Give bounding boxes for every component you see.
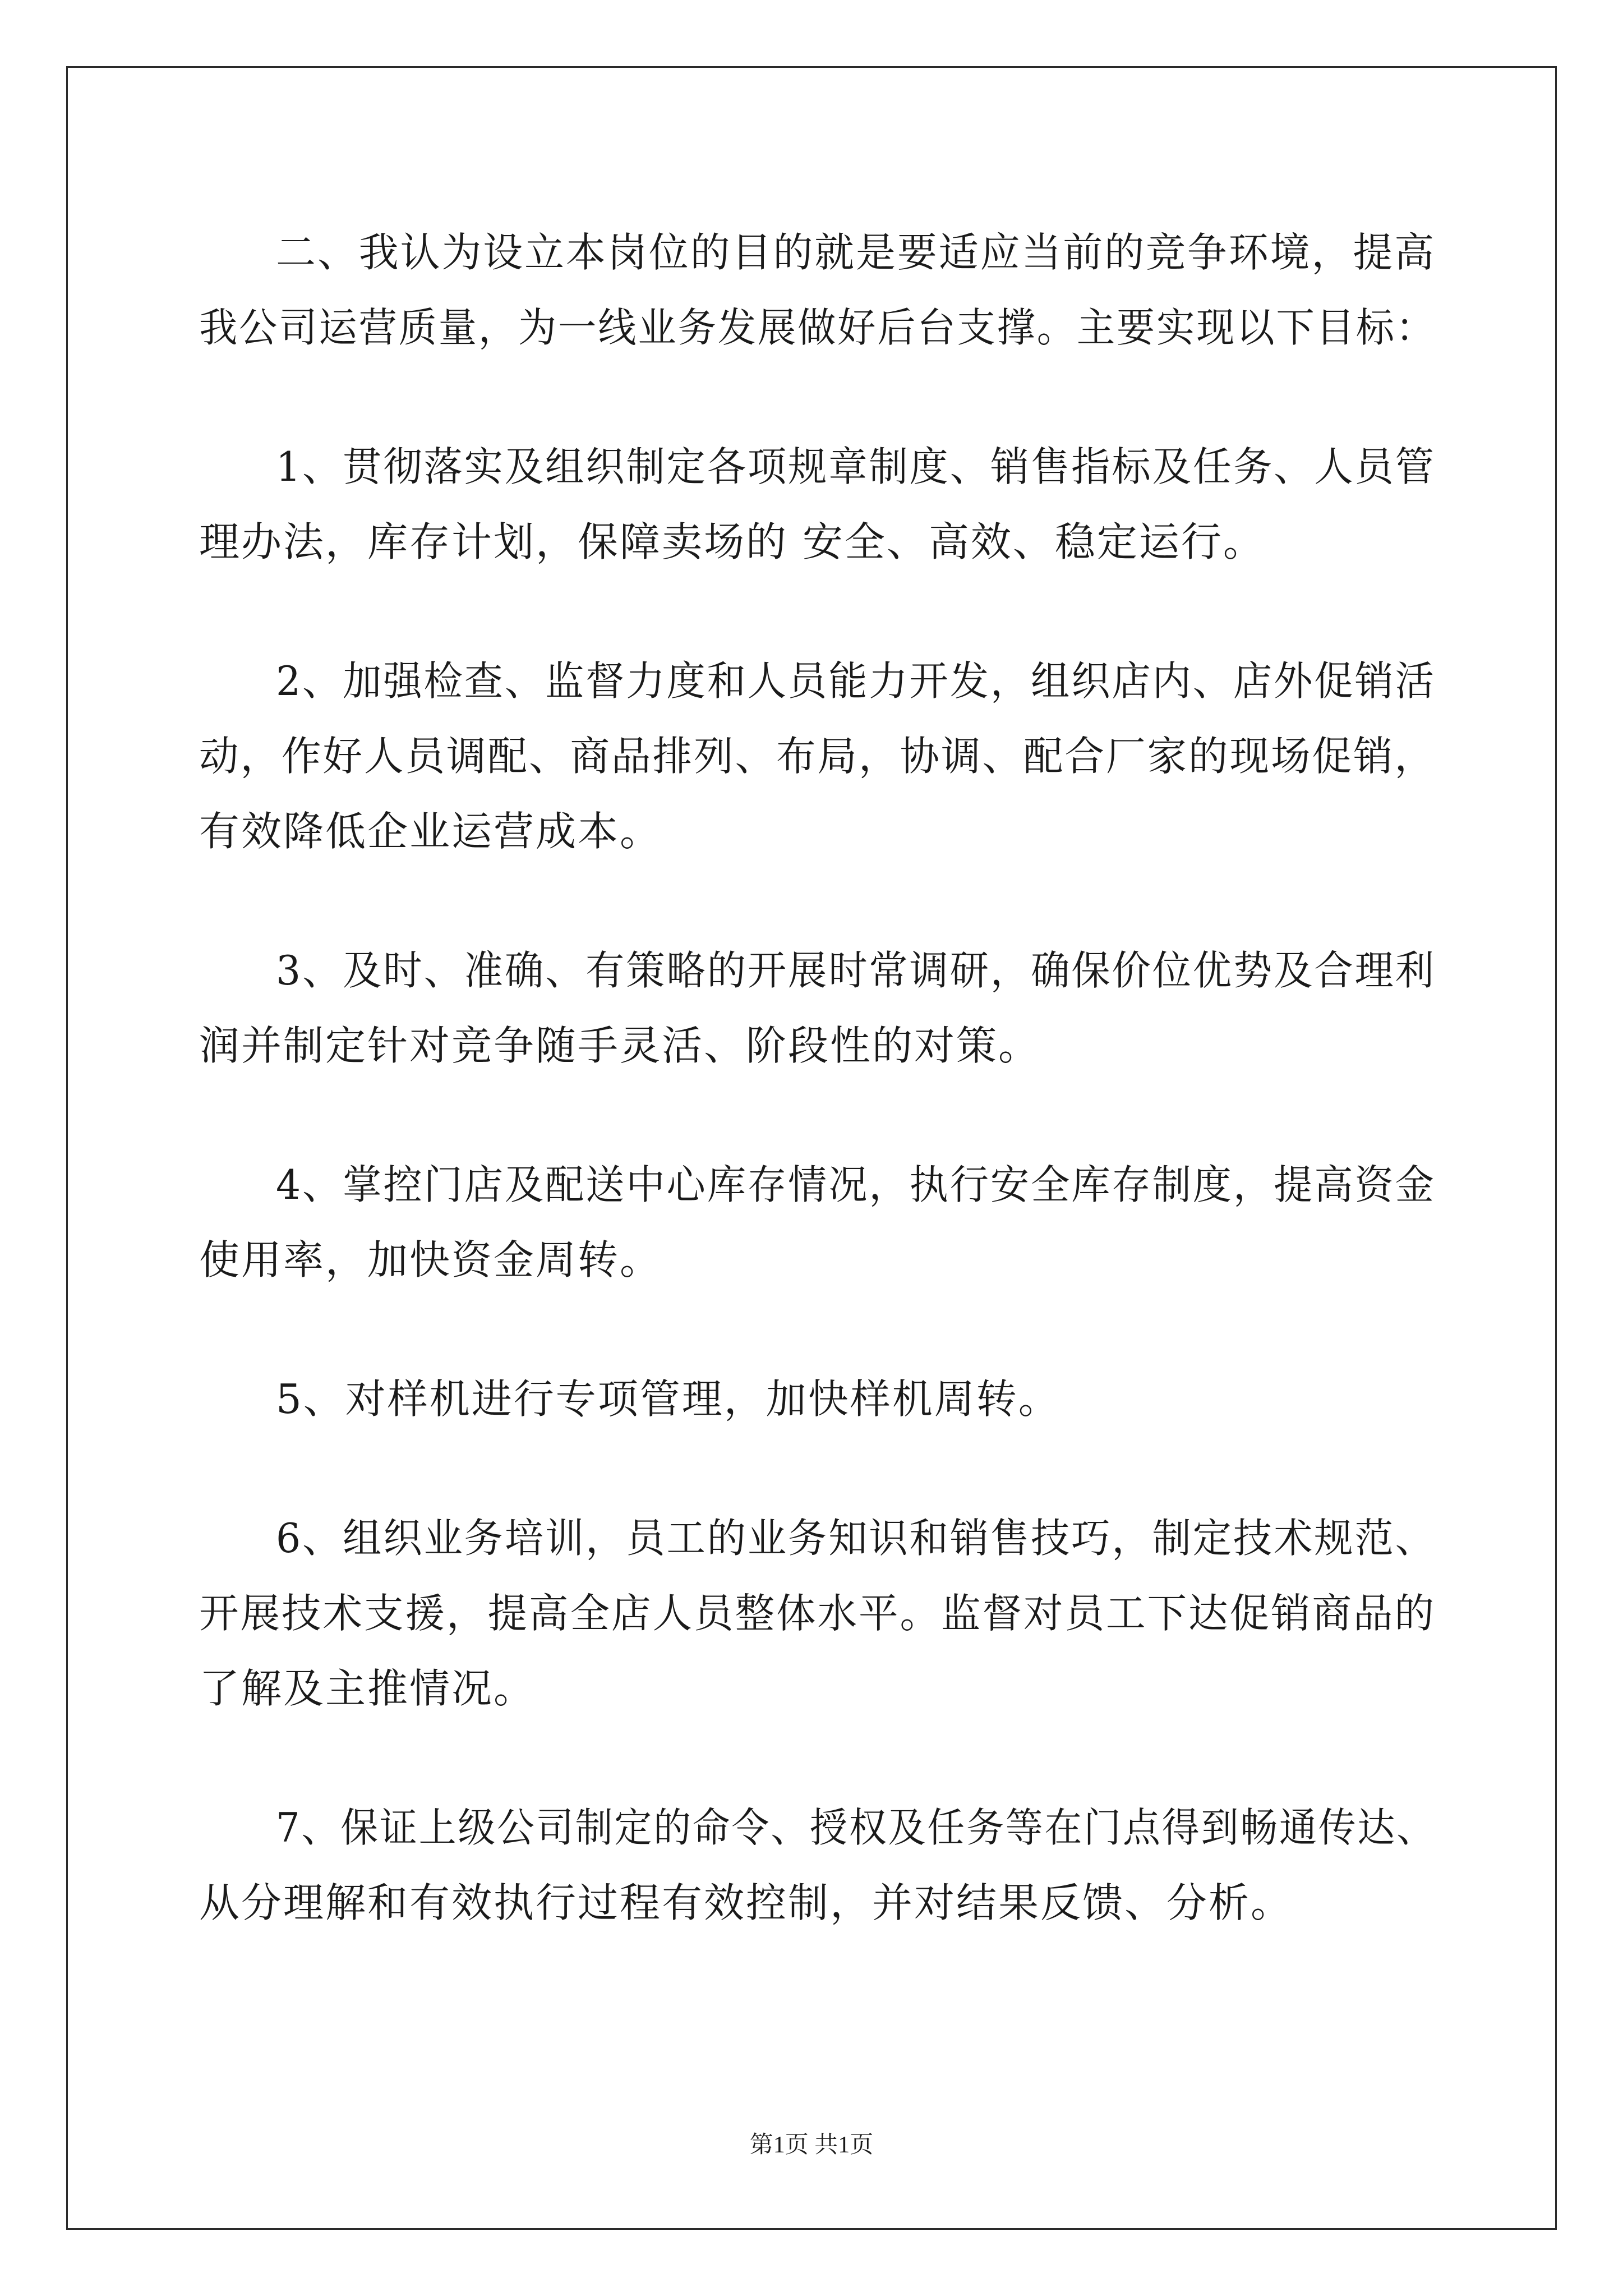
item-2-line-3: 有效降低企业运营成本。 bbox=[199, 808, 662, 855]
paragraph-intro-line-1: 二、我认为设立本岗位的目的就是要适应当前的竞争环境，提高 bbox=[276, 229, 1436, 276]
item-3-line-2: 润并制定针对竞争随手灵活、阶段性的对策。 bbox=[199, 1022, 1041, 1069]
item-6-line-3: 了解及主推情况。 bbox=[199, 1665, 536, 1712]
item-4-line-2: 使用率，加快资金周转。 bbox=[199, 1236, 662, 1283]
page-number-footer: 第1页 共1页 bbox=[749, 2132, 874, 2158]
item-1-line-2: 理办法，库存计划，保障卖场的 安全、高效、稳定运行。 bbox=[199, 518, 1265, 565]
item-4-line-1: 4、掌控门店及配送中心库存情况，执行安全库存制度，提高资金 bbox=[276, 1161, 1436, 1208]
item-6-line-1: 6、组织业务培训，员工的业务知识和销售技巧，制定技术规范、 bbox=[276, 1515, 1436, 1562]
item-7-line-2: 从分理解和有效执行过程有效控制，并对结果反馈、分析。 bbox=[199, 1879, 1293, 1926]
item-6-line-2: 开展技术支援，提高全店人员整体水平。监督对员工下达促销商品的 bbox=[199, 1590, 1436, 1637]
item-1-line-1: 1、贯彻落实及组织制定各项规章制度、销售指标及任务、人员管 bbox=[276, 443, 1436, 490]
item-2-line-2: 动，作好人员调配、商品排列、布局，协调、配合厂家的现场促销， bbox=[199, 733, 1436, 780]
item-5-line-1: 5、对样机进行专项管理，加快样机周转。 bbox=[276, 1375, 1061, 1423]
paragraph-intro-line-2: 我公司运营质量，为一线业务发展做好后台支撑。主要实现以下目标： bbox=[199, 304, 1436, 351]
item-7-line-1: 7、保证上级公司制定的命令、授权及任务等在门点得到畅通传达、 bbox=[276, 1804, 1436, 1851]
item-3-line-1: 3、及时、准确、有策略的开展时常调研，确保价位优势及合理利 bbox=[276, 947, 1436, 994]
item-2-line-1: 2、加强检查、监督力度和人员能力开发，组织店内、店外促销活 bbox=[276, 657, 1436, 705]
